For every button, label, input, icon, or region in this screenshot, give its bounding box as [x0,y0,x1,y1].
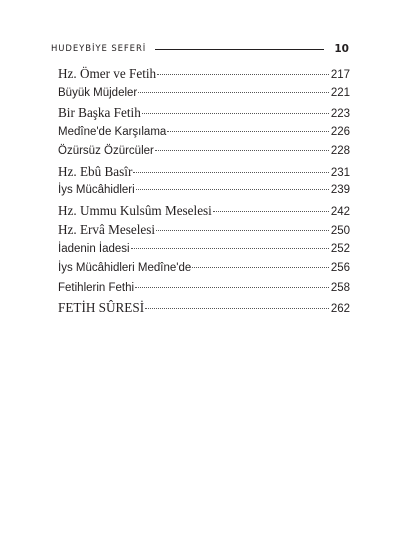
toc-entry [58,162,350,182]
toc-entry-page: 242 [330,205,350,218]
toc-entry-title: FETİH SÛRESİ [58,300,145,315]
dot-leader [213,211,329,212]
dot-leader [157,74,329,75]
dot-leader [145,308,329,309]
dot-leader [155,150,329,151]
toc-entry-page: 239 [330,184,350,196]
header-rule [155,49,324,50]
toc-entry-title: Büyük Müjdeler [58,86,138,99]
toc-entry-title: Medîne'de Karşılama [58,125,167,138]
toc-entry [58,64,350,84]
toc-entry-page: 256 [330,262,350,274]
toc-entry [58,259,350,279]
toc-entry-title: Özürsüz Özürcüler [58,145,154,157]
toc-entry-title: Fetihlerin Fethi [58,281,135,294]
toc-entry-page: 252 [330,242,350,255]
toc-entry [58,240,350,260]
toc-entry-title: Hz. Ebû Basîr [58,163,133,179]
toc-entry-page: 226 [330,125,350,138]
toc-entry-page: 258 [330,281,350,294]
dot-leader [156,230,329,231]
toc-entry [58,201,350,221]
table-of-contents [58,64,350,318]
dot-leader [133,172,328,173]
toc-entry [58,298,350,318]
toc-entry-title: İys Mücâhidleri Medîne'de [58,262,192,274]
toc-entry-page: 217 [330,69,350,81]
dot-leader [135,287,329,288]
dot-leader [167,131,329,132]
toc-entry [58,279,350,299]
toc-entry-title: Hz. Ömer ve Fetih [58,66,157,81]
toc-entry-title: Hz. Ummu Kulsûm Meselesi [58,202,212,218]
toc-entry [58,181,350,201]
toc-entry-title: İadenin İadesi [58,242,130,255]
running-header-title: HUDEYBİYE SEFERİ [51,44,147,54]
toc-entry-page: 250 [330,225,350,237]
dot-leader [192,267,329,268]
toc-entry-page: 223 [330,108,350,120]
toc-entry-page: 231 [330,166,350,179]
toc-entry [58,123,350,143]
toc-entry-title: İys Mücâhidleri [58,184,135,196]
toc-entry-title: Bir Başka Fetih [58,105,141,120]
toc-entry [58,142,350,162]
page-number: 10 [334,43,349,55]
dot-leader [136,189,329,190]
toc-entry [58,220,350,240]
toc-entry-title: Hz. Ervâ Meselesi [58,222,156,237]
toc-entry [58,84,350,104]
toc-entry-page: 228 [330,145,350,157]
toc-entry-page: 262 [330,303,350,315]
toc-entry [58,103,350,123]
running-header [51,40,349,58]
dot-leader [131,248,329,249]
dot-leader [142,113,329,114]
dot-leader [138,92,329,93]
toc-entry-page: 221 [330,86,350,99]
